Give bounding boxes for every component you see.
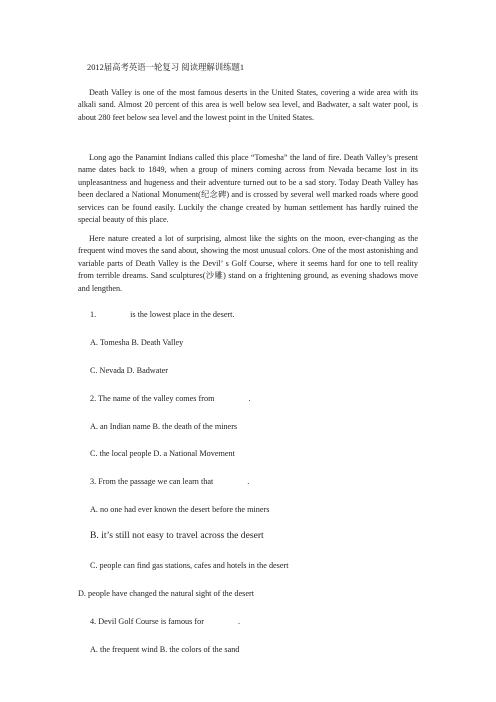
question-4-options-ab: A. the frequent wind B. the colors of the sand xyxy=(90,645,240,654)
question-3-option-b: B. it’s still not easy to travel across the desert xyxy=(90,530,264,541)
question-1-options-ab: A. Tomesha B. Death Valley xyxy=(90,338,184,347)
paragraph-3: Here nature created a lot of surprising, almost like the sights on the moon, ever-changing as the frequent wind moves the sand about, showing the most unusual colors. One of the most astonishing and variable parts of Death Valley is the Devil’ s Golf Course, where it seems hard for one to tell reality from terrible dreams. Sand sculptures(沙雕) stand on a frightening ground, as evening shadows move and lengthen. xyxy=(78,234,418,293)
question-3-stem xyxy=(90,476,249,487)
question-3-text: 3. From the passage we can learn that xyxy=(90,477,214,486)
question-2-stem xyxy=(90,393,251,404)
question-3-option-c: C. people can find gas stations, cafes and hotels in the desert xyxy=(90,561,289,570)
paragraph-2: Long ago the Panamint Indians called this place “Tomesha” the land of fire. Death Valley’s present name dates back to 1849, when a group of miners coming across from Nevada became lost in its unpleasantness and hugeness and their adventure turned out to be a sad story. Today Death Valley has been declared a National Monument(纪念碑) and is crossed by several well marked roads where good services can be found easily. Luckily the change created by human settlement has hardly ruined the special beauty of this place. xyxy=(78,153,418,225)
question-1-number: 1. xyxy=(90,310,97,319)
question-4-text: 4. Devil Golf Course is famous for xyxy=(90,617,204,626)
question-3-option-a: A. no one had ever known the desert before the miners xyxy=(90,505,270,514)
question-2-end: . xyxy=(248,394,251,403)
question-1-stem xyxy=(90,309,235,320)
question-3-end: . xyxy=(247,477,250,486)
question-1-options-cd: C. Nevada D. Badwater xyxy=(90,366,168,375)
question-2-options-cd: C. the local people D. a National Movement xyxy=(90,449,235,458)
question-3-option-d: D. people have changed the natural sight of the desert xyxy=(78,589,254,598)
question-1-text: is the lowest place in the desert. xyxy=(130,310,235,319)
question-2-options-ab: A. an Indian name B. the death of the miners xyxy=(90,422,238,431)
paragraph-1: Death Valley is one of the most famous deserts in the United States, covering a wide area with its alkali sand. Almost 20 percent of this area is well below sea level, and Badwater, a salt water pool, is about 280 feet below sea level and the lowest point in the United States. xyxy=(78,88,418,122)
document-title: 2012届高考英语一轮复习 阅读理解训练题1 xyxy=(87,63,245,72)
question-4-stem xyxy=(90,616,240,627)
question-4-end: . xyxy=(237,617,240,626)
question-2-text: 2. The name of the valley comes from xyxy=(90,394,215,403)
